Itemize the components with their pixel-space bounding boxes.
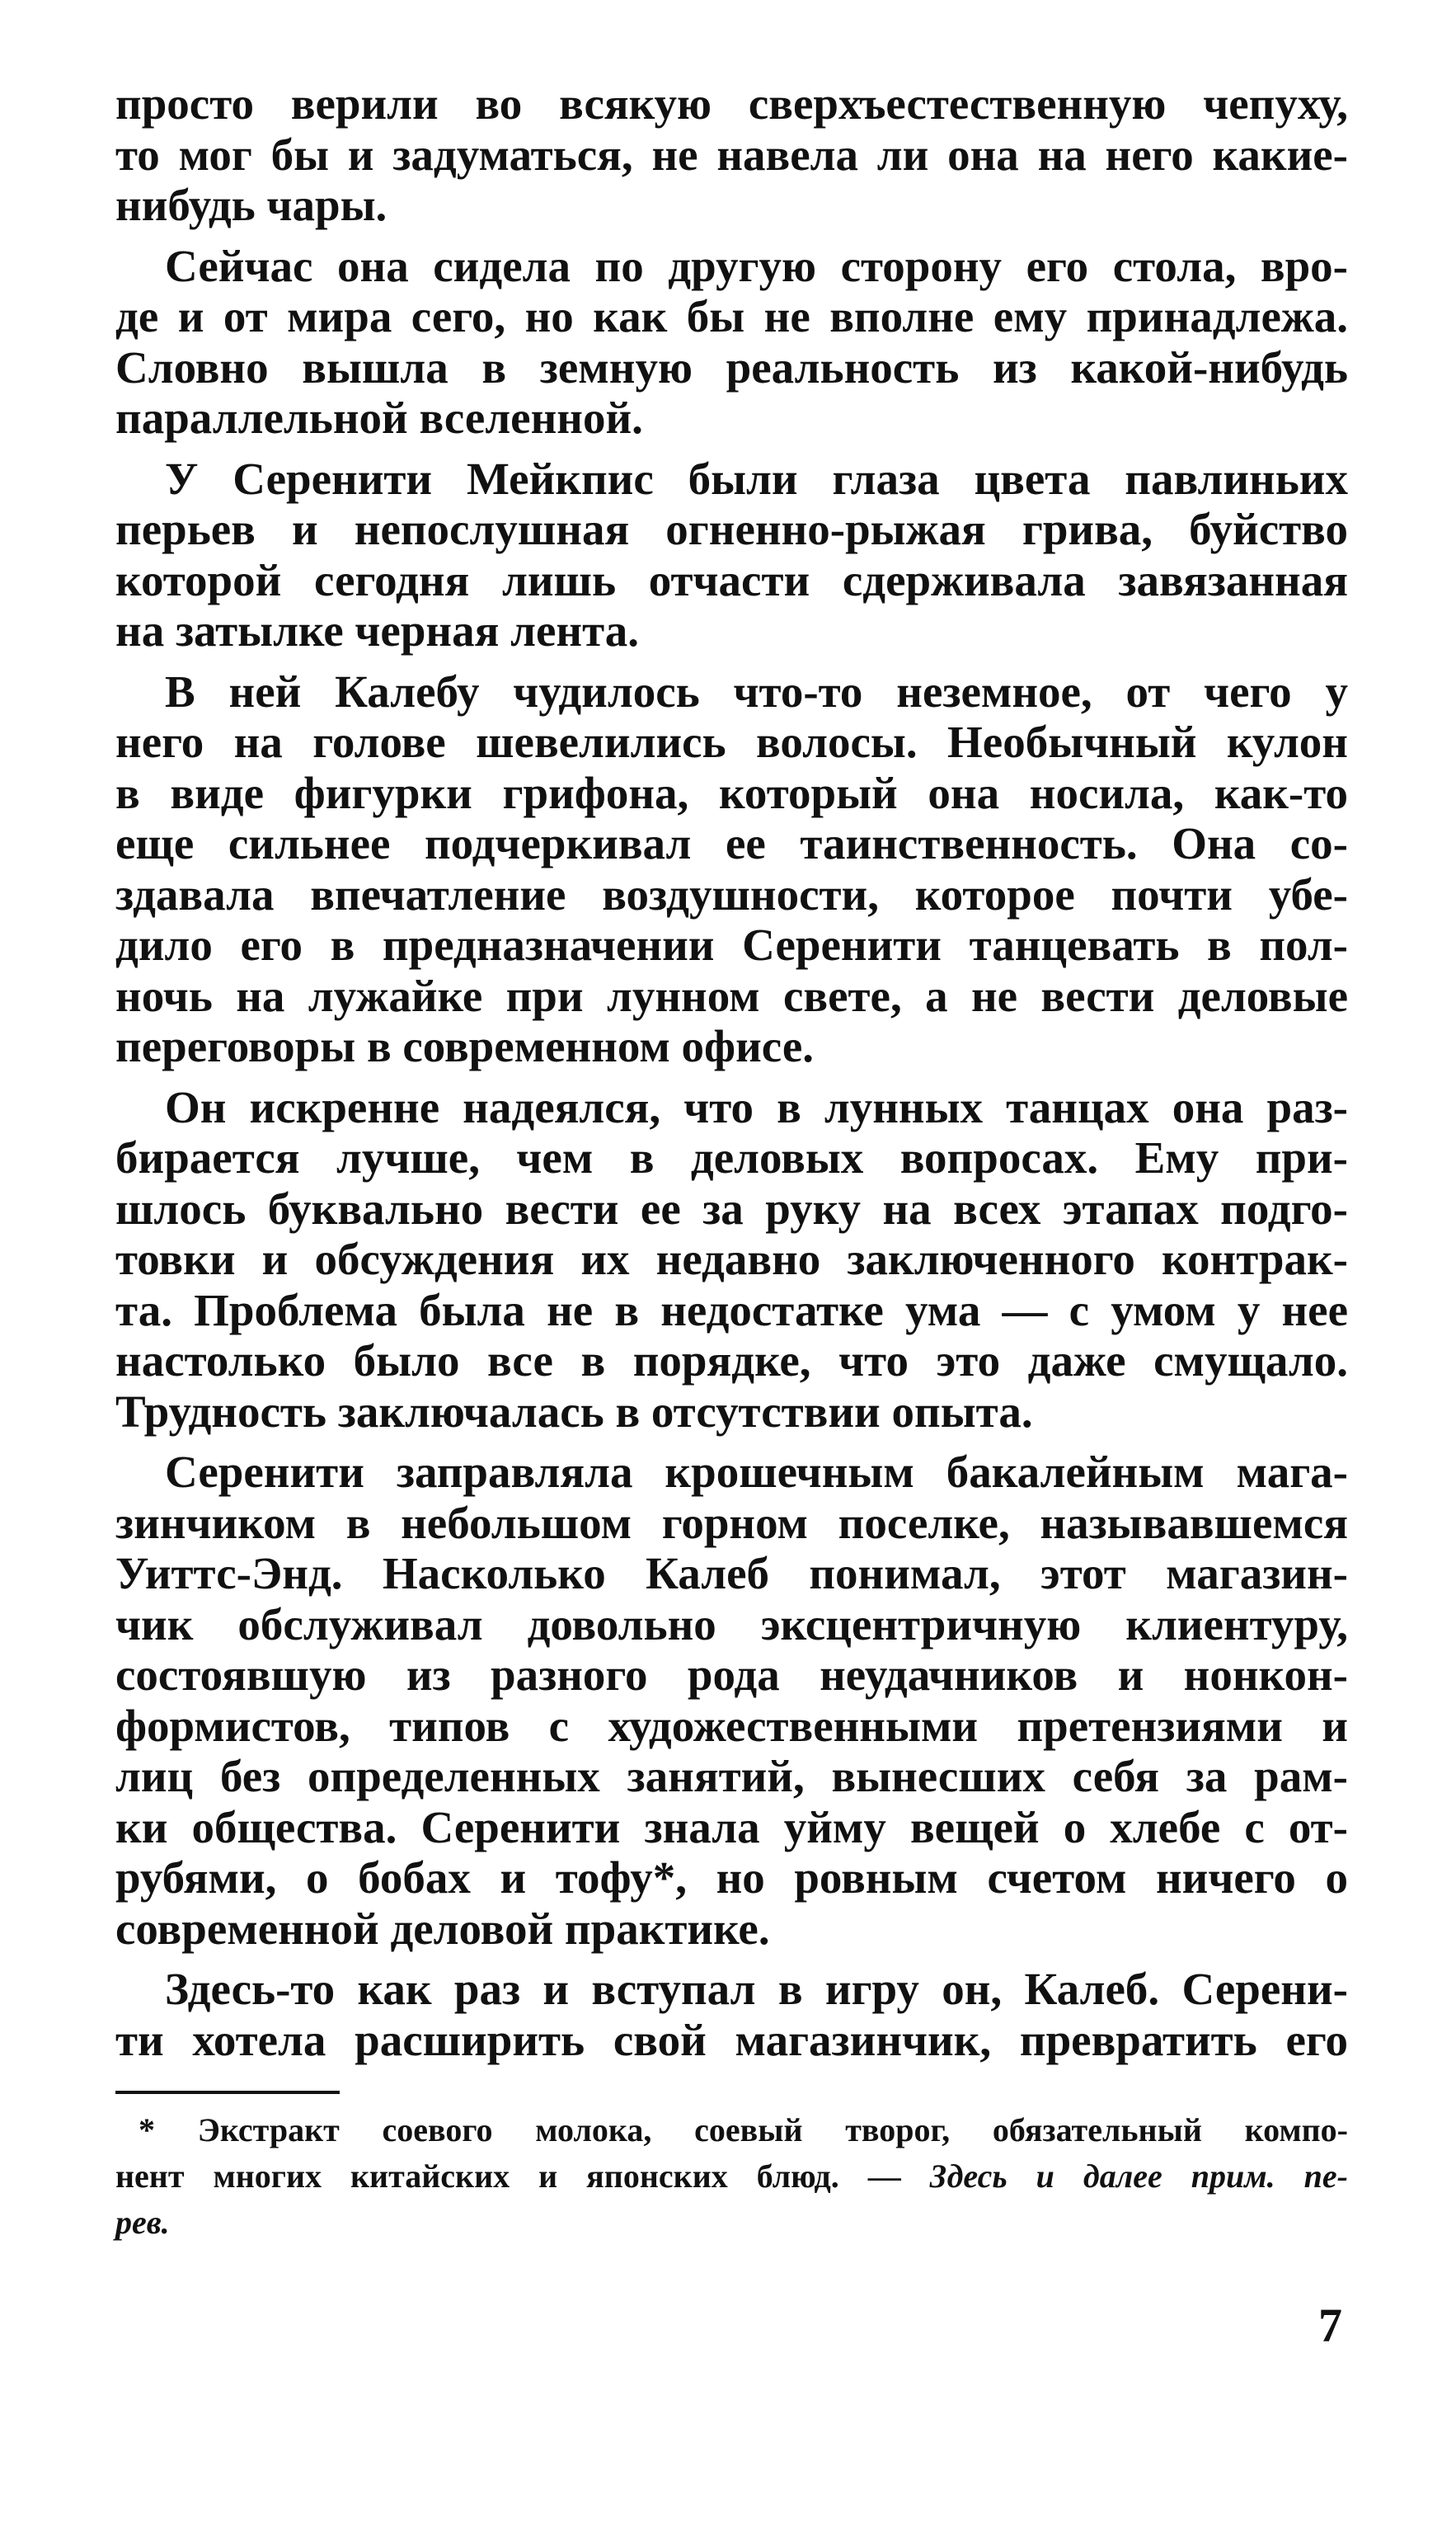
text-line: чик обслуживал довольно эксцентричную клиентуру, <box>115 1598 1348 1649</box>
footnote-text: нент многих китайских и японских блюд. — <box>115 2158 930 2195</box>
text-line: Здесь-то как раз и вступал в игру он, Калеб. Серени- <box>165 1964 1348 2014</box>
text-line: рубями, о бобах и тофу*, но ровным счетом ничего о <box>115 1852 1348 1903</box>
text-line: товки и обсуждения их недавно заключенного контрак- <box>115 1234 1348 1284</box>
footnote-line: рев. <box>115 2204 170 2241</box>
paragraph-5 <box>115 1082 1348 1438</box>
text-line: Трудность заключалась в отсутствии опыта. <box>115 1386 1033 1437</box>
text-line: него на голове шевелились волосы. Необычный кулон <box>115 717 1348 767</box>
text-line: то мог бы и задуматься, не навела ли она на него какие- <box>115 129 1348 180</box>
text-line: нибудь чары. <box>115 180 387 230</box>
text-line: дило его в предназначении Серенити танцевать в пол- <box>115 920 1348 970</box>
footnote <box>115 2107 1348 2246</box>
text-line: в виде фигурки грифона, который она носила, как-то <box>115 767 1348 818</box>
text-line: настолько было все в порядке, что это даже смущало. <box>115 1335 1348 1386</box>
text-line: де и от мира сего, но как бы не вполне ему принадлежа. <box>115 291 1348 341</box>
paragraph-1 <box>115 78 1348 231</box>
text-line: переговоры в современном офисе. <box>115 1021 815 1071</box>
text-line: Уиттс-Энд. Насколько Калеб понимал, этот магазин- <box>115 1548 1348 1598</box>
text-line: В ней Калебу чудилось что-то неземное, от чего у <box>165 666 1348 717</box>
text-line: перьев и непослушная огненно-рыжая грива, буйство <box>115 504 1348 554</box>
text-line: которой сегодня лишь отчасти сдерживала завязанная <box>115 554 1348 605</box>
footnote-separator <box>115 2091 340 2094</box>
text-line: бирается лучше, чем в деловых вопросах. Ему при- <box>115 1132 1348 1183</box>
text-line: еще сильнее подчеркивал ее таинственность. Она со- <box>115 818 1348 868</box>
text-line: Сейчас она сидела по другую сторону его стола, вро- <box>165 240 1348 291</box>
text-line: параллельной вселенной. <box>115 393 643 443</box>
body-text <box>115 78 1348 2075</box>
paragraph-6 <box>115 1447 1348 1954</box>
text-line: состоявшую из разного рода неудачников и нонкон- <box>115 1649 1348 1700</box>
paragraph-4 <box>115 666 1348 1072</box>
text-line: здавала впечатление воздушности, которое почти убе- <box>115 868 1348 920</box>
text-line: У Серенити Мейкпис были глаза цвета павлиньих <box>165 453 1348 504</box>
paragraph-7 <box>115 1964 1348 2065</box>
text-line: на затылке черная лента. <box>115 605 640 656</box>
text-line: шлось буквально вести ее за руку на всех этапах подго- <box>115 1183 1348 1234</box>
text-line: ти хотела расширить свой магазинчик, превратить его <box>115 2014 1348 2065</box>
page-number: 7 <box>1318 2299 1342 2352</box>
text-line: Словно вышла в земную реальность из какой-нибудь <box>115 341 1348 393</box>
text-line: современной деловой практике. <box>115 1903 770 1954</box>
footnote-translator-note: Здесь и далее прим. пе- <box>929 2158 1348 2195</box>
text-line: та. Проблема была не в недостатке ума — с умом у нее <box>115 1284 1348 1335</box>
paragraph-2 <box>115 241 1348 444</box>
footnote-line: * Экстракт соевого молока, соевый творог, обязательный компо- <box>139 2111 1348 2148</box>
footnote-line <box>115 2153 1348 2200</box>
text-line: Серенити заправляла крошечным бакалейным мага- <box>165 1447 1348 1497</box>
text-line: лиц без определенных занятий, вынесших себя за рам- <box>115 1751 1348 1801</box>
text-line: формистов, типов с художественными претензиями и <box>115 1700 1348 1751</box>
text-line: Он искренне надеялся, что в лунных танцах она раз- <box>165 1081 1348 1132</box>
text-line: зинчиком в небольшом горном поселке, называвшемся <box>115 1497 1348 1548</box>
text-line: просто верили во всякую сверхъестественную чепуху, <box>115 78 1348 129</box>
text-line: ки общества. Серенити знала уйму вещей о хлебе с от- <box>115 1801 1348 1852</box>
text-line: ночь на лужайке при лунном свете, а не вести деловые <box>115 970 1348 1021</box>
paragraph-3 <box>115 454 1348 656</box>
